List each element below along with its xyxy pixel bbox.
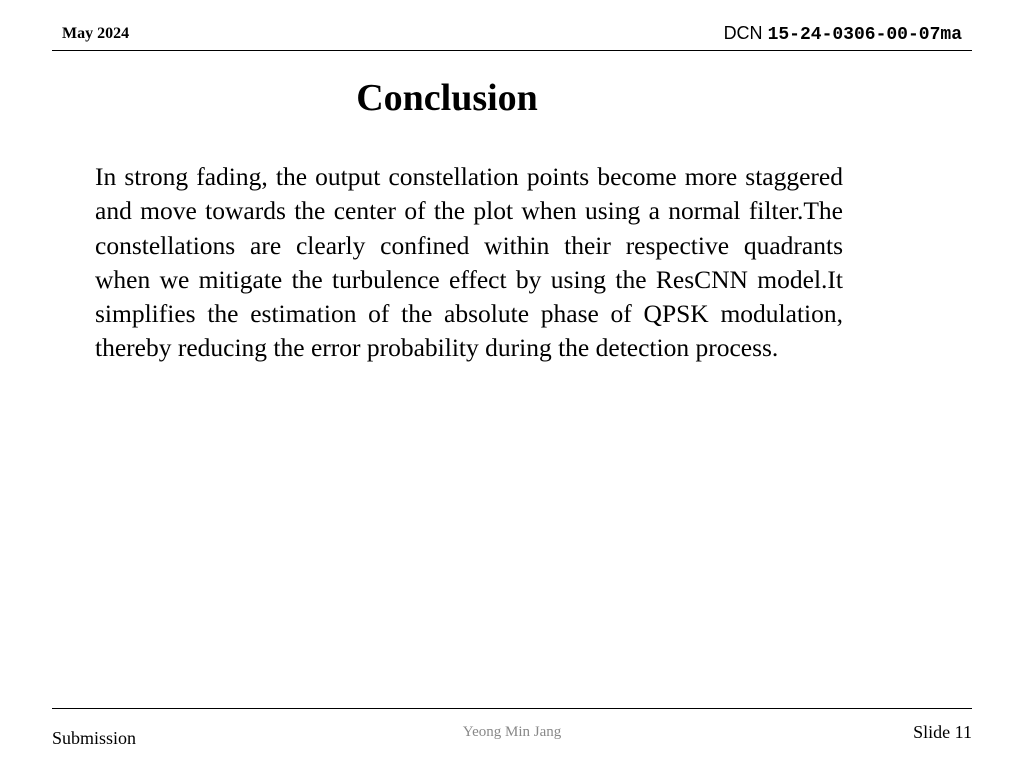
- footer-submission: Submission: [52, 728, 137, 748]
- dcn-number: 15-24-0306-00-07ma: [767, 25, 962, 45]
- dcn-label: DCN: [723, 23, 768, 43]
- header-date: May 2024: [62, 25, 130, 42]
- slide-body-text: In strong fading, the output constellation points become more staggered and move towards the center of the plot when using a normal filter.The constellations are clearly confined within their respective quadrants when we mitigate the turbulence effect by using the ResCNN model.It simplifies the estimation of the absolute phase of QPSK modulation, thereby reducing the error probability during the detection process.: [95, 162, 843, 363]
- footer-author: Yeong Min Jang: [462, 724, 562, 740]
- header-divider: [52, 50, 972, 51]
- footer-divider: [52, 708, 972, 709]
- header-dcn: [724, 23, 962, 45]
- slide-title: Conclusion: [356, 77, 538, 119]
- footer-slide-number: Slide 11: [913, 722, 972, 742]
